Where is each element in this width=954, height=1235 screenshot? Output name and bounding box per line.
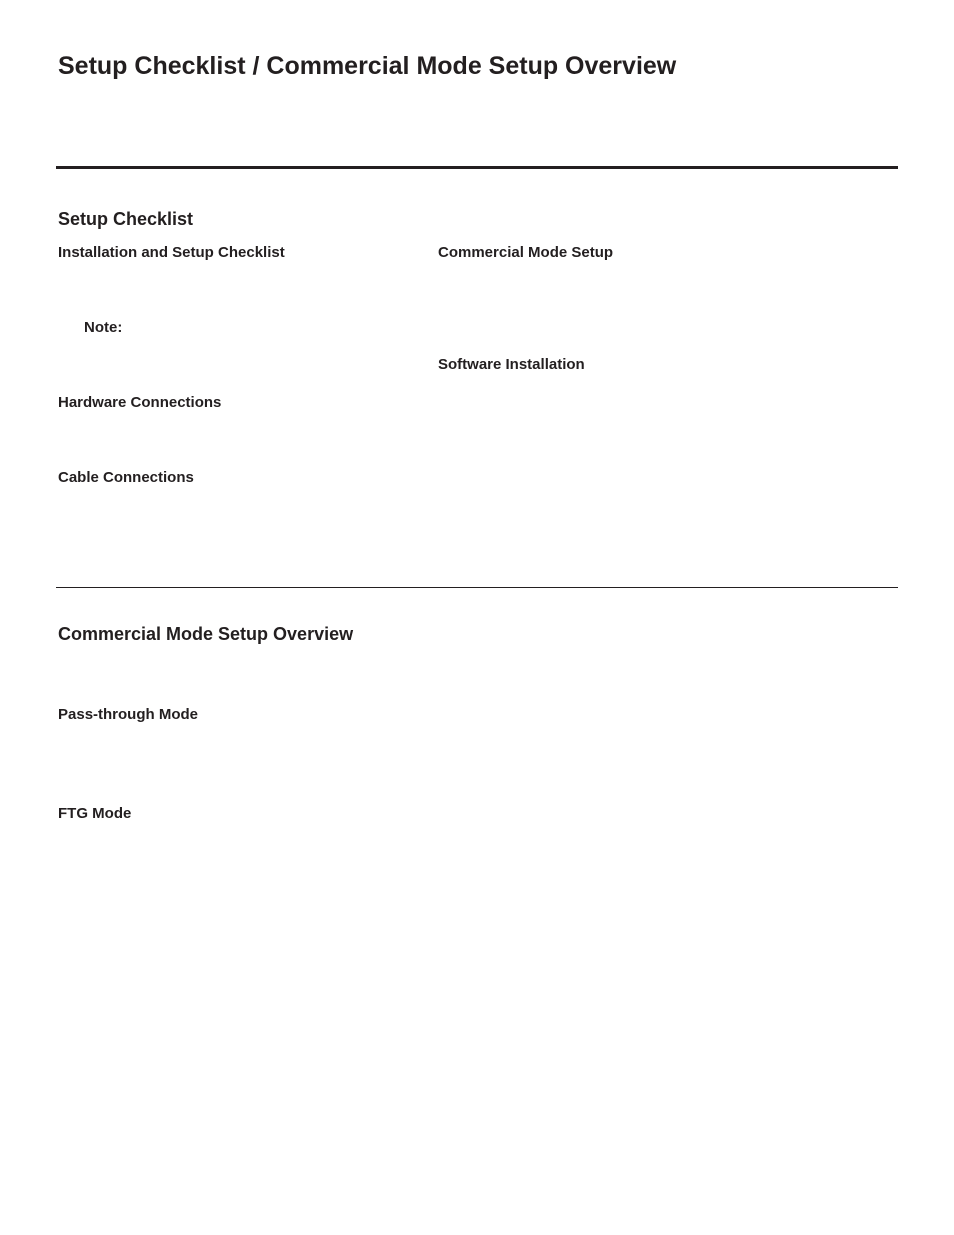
hardware-connections-heading: Hardware Connections [58, 394, 222, 411]
installation-checklist-heading: Installation and Setup Checklist [58, 244, 285, 261]
page-title: Setup Checklist / Commercial Mode Setup Overview [58, 52, 677, 80]
commercial-mode-setup-heading: Commercial Mode Setup [438, 244, 614, 261]
ftg-mode-heading: FTG Mode [58, 805, 132, 822]
pass-through-mode-heading: Pass-through Mode [58, 706, 199, 723]
title-divider [56, 166, 898, 169]
software-installation-heading: Software Installation [438, 356, 585, 373]
commercial-overview-heading: Commercial Mode Setup Overview [58, 624, 354, 644]
section-divider [56, 587, 898, 588]
note-label: Note: [84, 319, 123, 336]
setup-checklist-heading: Setup Checklist [58, 209, 194, 229]
cable-connections-heading: Cable Connections [58, 469, 194, 486]
